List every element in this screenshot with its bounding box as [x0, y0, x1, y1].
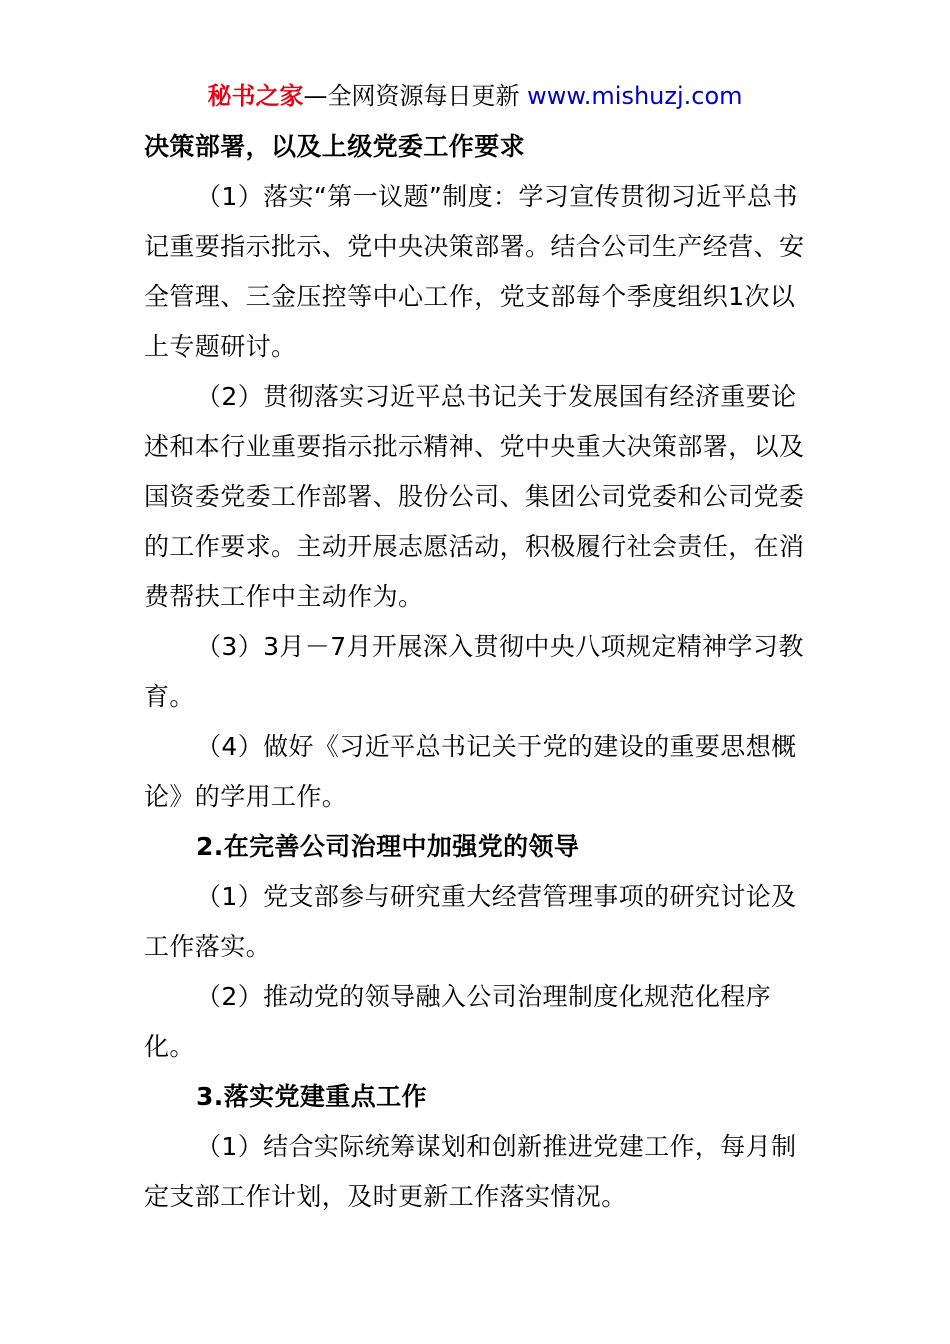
site-url: www.mishuzj.com: [527, 82, 743, 110]
page-header: [0, 80, 950, 112]
section2-item-2: （2）推动党的领导融入公司治理制度化规范化程序化。: [144, 982, 772, 1061]
section3-item-1: （1）结合实际统筹谋划和创新推进党建工作，每月制定支部工作计划，及时更新工作落实情况。: [144, 1132, 797, 1211]
brand-name: 秘书之家: [207, 82, 304, 110]
document-body: [144, 122, 808, 1222]
header-slogan: —全网资源每日更新: [303, 82, 520, 110]
section2-item-1: （1）党支部参与研究重大经营管理事项的研究讨论及工作落实。: [144, 882, 797, 961]
paragraph-item-4: （4）做好《习近平总书记关于党的建设的重要思想概论》的学用工作。: [144, 732, 797, 811]
continuation-line: 决策部署，以及上级党委工作要求: [144, 132, 526, 161]
section-heading-3: 3.落实党建重点工作: [196, 1082, 427, 1111]
section-heading-2: 2.在完善公司治理中加强党的领导: [196, 832, 580, 861]
paragraph-item-2: （2）贯彻落实习近平总书记关于发展国有经济重要论述和本行业重要指示批示精神、党中央重大决策部署，以及国资委党委工作部署、股份公司、集团公司党委和公司党委的工作要求。主动开展志愿活动，积极履行社会责任，在消费帮扶工作中主动作为。: [144, 382, 805, 611]
paragraph-item-1: （1）落实“第一议题”制度：学习宣传贯彻习近平总书记重要指示批示、党中央决策部署。结合公司生产经营、安全管理、三金压控等中心工作，党支部每个季度组织1次以上专题研讨。: [144, 182, 805, 361]
paragraph-item-3: （3）3月－7月开展深入贯彻中央八项规定精神学习教育。: [144, 632, 804, 711]
